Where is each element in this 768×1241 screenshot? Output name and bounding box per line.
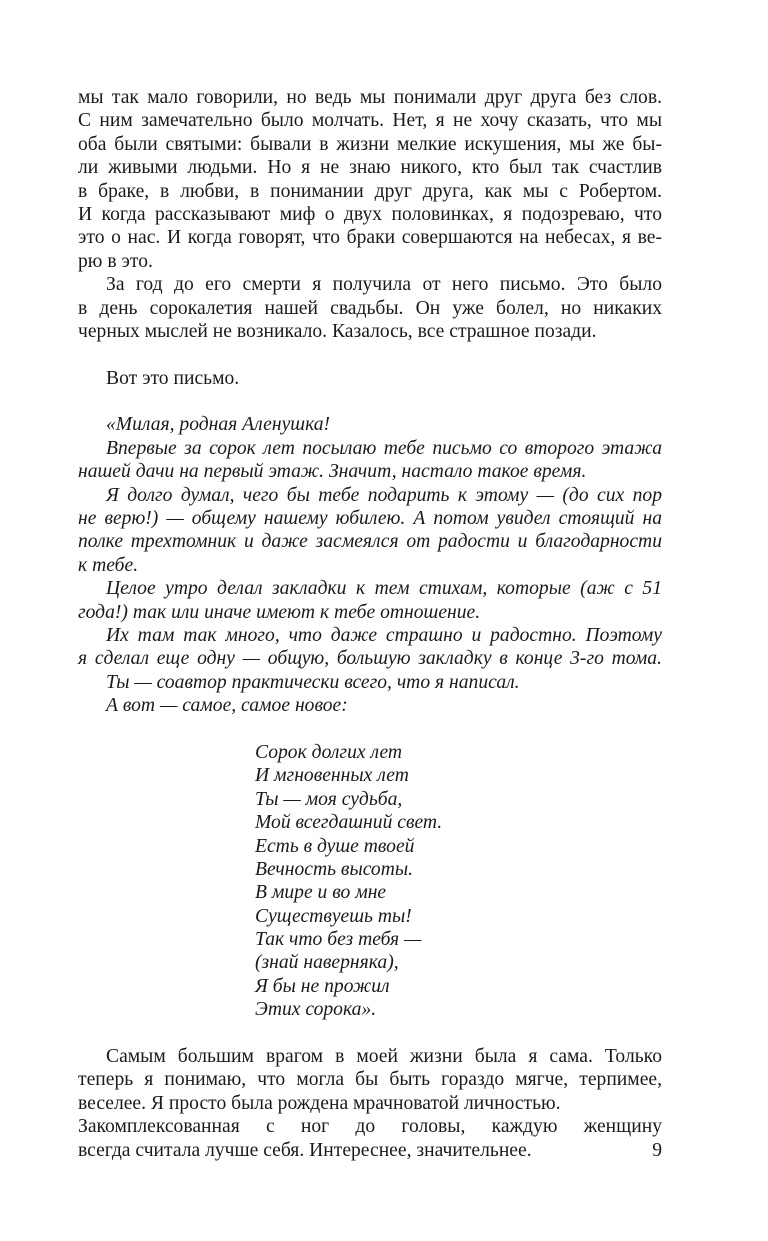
letter-intro: Вот это письмо. xyxy=(106,367,240,389)
book-page xyxy=(78,86,662,1162)
text-line: веселее. Я просто была рождена мрачноватой личностью. xyxy=(78,1092,561,1114)
text-line: это о нас. И когда говорят, что браки совершаются на небесах, я ве- xyxy=(78,227,662,249)
poem-line: (знай наверняка), xyxy=(255,952,399,974)
text-line: всегда считала лучше себя. Интереснее, значительнее. xyxy=(78,1139,532,1161)
text-line: Ты — соавтор практически всего, что я написал. xyxy=(106,671,520,693)
letter-body xyxy=(78,413,662,1021)
text-line: теперь я понимаю, что могла бы быть гораздо мягче, терпимее, xyxy=(78,1069,662,1091)
text-line: Целое утро делал закладки к тем стихам, которые (аж с 51 xyxy=(106,578,662,600)
text-line: оба были святыми: бывали в жизни мелкие искушения, мы же бы- xyxy=(78,133,662,155)
text-line: я сделал еще одну — общую, большую закладку в конце 3-го тома. xyxy=(78,648,662,670)
text-line: года!) так или иначе имеют к тебе отношение. xyxy=(78,601,481,623)
spacer xyxy=(78,390,662,413)
paragraph-letter-received xyxy=(78,273,662,343)
poem-line: Ты — моя судьба, xyxy=(255,788,403,810)
paragraph-marriage xyxy=(78,86,662,273)
spacer xyxy=(78,1022,662,1045)
text-line: Их там так много, что даже страшно и радостно. Поэтому xyxy=(106,624,662,646)
poem-line: Так что без тебя — xyxy=(255,929,422,951)
text-line: И когда рассказывают миф о двух половинках, я подозреваю, что xyxy=(78,203,662,225)
text-line: рю в это. xyxy=(78,250,153,272)
text-line: в браке, в любви, в понимании друг друга, как мы с Робертом. xyxy=(78,180,662,202)
spacer xyxy=(78,343,662,366)
poem-line: Есть в душе твоей xyxy=(255,835,415,857)
poem-line: Сорок долгих лет xyxy=(255,741,403,763)
poem-line: Я бы не прожил xyxy=(255,975,390,997)
poem-line: Существуешь ты! xyxy=(255,905,412,927)
text-line: черных мыслей не возникало. Казалось, все страшное позади. xyxy=(78,320,597,342)
text-line: Самым большим врагом в моей жизни была я сама. Только xyxy=(106,1046,662,1068)
text-line: мы так мало говорили, но ведь мы понимали друг друга без слов. xyxy=(78,87,662,108)
text-line: полке трехтомник и даже засмеялся от радости и благодарности xyxy=(78,531,662,553)
poem xyxy=(255,741,662,1022)
text-line: нашей дачи на первый этаж. Значит, настало такое время. xyxy=(78,461,587,483)
poem-line: Вечность высоты. xyxy=(255,858,414,880)
text-line: А вот — самое, самое новое: xyxy=(106,695,348,717)
text-line: Закомплексованная с ног до головы, каждую женщину xyxy=(78,1116,662,1138)
text-line: в день сорокалетия нашей свадьбы. Он уже болел, но никаких xyxy=(78,297,662,319)
page-number: 9 xyxy=(652,1139,662,1161)
text-line: к тебе. xyxy=(78,554,139,576)
poem-line: Мой всегдашний свет. xyxy=(255,812,443,834)
text-line: ли живыми людьми. Но я не знаю никого, кто был так счастлив xyxy=(78,157,662,179)
poem-line: В мире и во мне xyxy=(255,882,387,904)
text-line: Я долго думал, чего бы тебе подарить к этому — (до сих пор xyxy=(106,484,662,506)
text-line: не верю!) — общему нашему юбилею. А потом увидел стоящий на xyxy=(78,508,662,530)
letter-greeting: «Милая, родная Аленушка! xyxy=(106,414,331,436)
text-line: За год до его смерти я получила от него письмо. Это было xyxy=(106,274,662,296)
spacer xyxy=(78,718,662,741)
poem-line: И мгновенных лет xyxy=(255,765,409,787)
last-line-row xyxy=(78,1139,662,1162)
text-line: Впервые за сорок лет посылаю тебе письмо со второго этажа xyxy=(106,437,662,459)
paragraph-self-enemy xyxy=(78,1045,662,1162)
text-line: С ним замечательно было молчать. Нет, я не хочу сказать, что мы xyxy=(78,110,662,132)
poem-line: Этих сорока». xyxy=(255,999,377,1021)
